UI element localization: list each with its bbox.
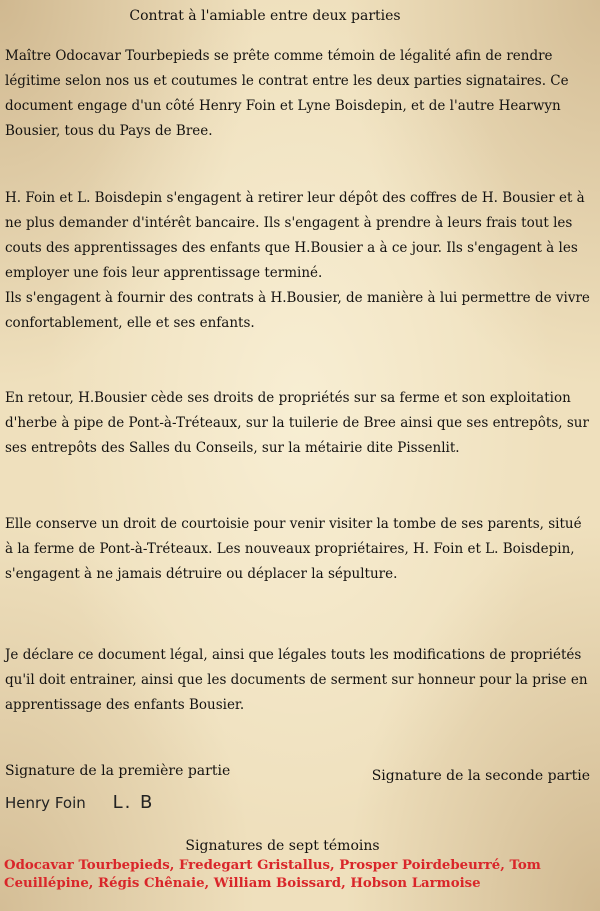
witness-names: Odocavar Tourbepieds, Fredegart Gristallus, Prosper Poirdebeurré, Tom Ceuillépine, Régis Chênaie, William Boissard, Hobson Larmoise (4, 858, 541, 891)
second-party-signature-label: Signature de la seconde partie (371, 768, 590, 784)
document-title: Contrat à l'amiable entre deux parties (129, 8, 401, 24)
first-party-signature-label: Signature de la première partie (5, 763, 231, 779)
paragraph-property-transfer: En retour, H.Bousier cède ses droits de propriétés sur sa ferme et son exploitation d'herbe à pipe de Pont-à-Tréteaux, sur la tuilerie de Bree ainsi que ses entrepôts, sur ses entrepôts des Salles du Conseils, sur la métairie dite Pissenlit. (5, 390, 589, 456)
paragraph-obligations: H. Foin et L. Boisdepin s'engagent à retirer leur dépôt des coffres de H. Bousier et à ne plus demander d'intérêt bancaire. Ils s'engagent à prendre à leurs frais tout les couts des apprentissages des enfants que H.Bousier a à ce jour. Ils s'engagent à les employer une fois leur apprentissage terminé. Ils s'engagent à fournir des contrats à H.Bousier, de manière à lui permettre de vivre confortablement, elle et ses enfants. (5, 190, 590, 331)
first-party-signatures (5, 792, 154, 813)
witnesses-signature-label: Signatures de sept témoins (185, 838, 380, 854)
signature-henry-foin: Henry Foin (5, 794, 86, 812)
paragraph-witness-intro: Maître Odocavar Tourbepieds se prête comme témoin de légalité afin de rendre légitime selon nos us et coutumes le contrat entre les deux parties signataires. Ce document engage d'un côté Henry Foin et Lyne Boisdepin, et de l'autre Hearwyn Bousier, tous du Pays de Bree. (5, 48, 569, 139)
paragraph-courtesy-right: Elle conserve un droit de courtoisie pour venir visiter la tombe de ses parents, situé à la ferme de Pont-à-Tréteaux. Les nouveaux propriétaires, H. Foin et L. Boisdepin, s'engagent à ne jamais détruire ou déplacer la sépulture. (5, 516, 582, 582)
signature-initials: L. B (112, 792, 155, 813)
paragraph-declaration: Je déclare ce document légal, ainsi que légales touts les modifications de propriétés qu'il doit entrainer, ainsi que les documents de serment sur honneur pour la prise en apprentissage des enfants Bousier. (5, 647, 588, 713)
